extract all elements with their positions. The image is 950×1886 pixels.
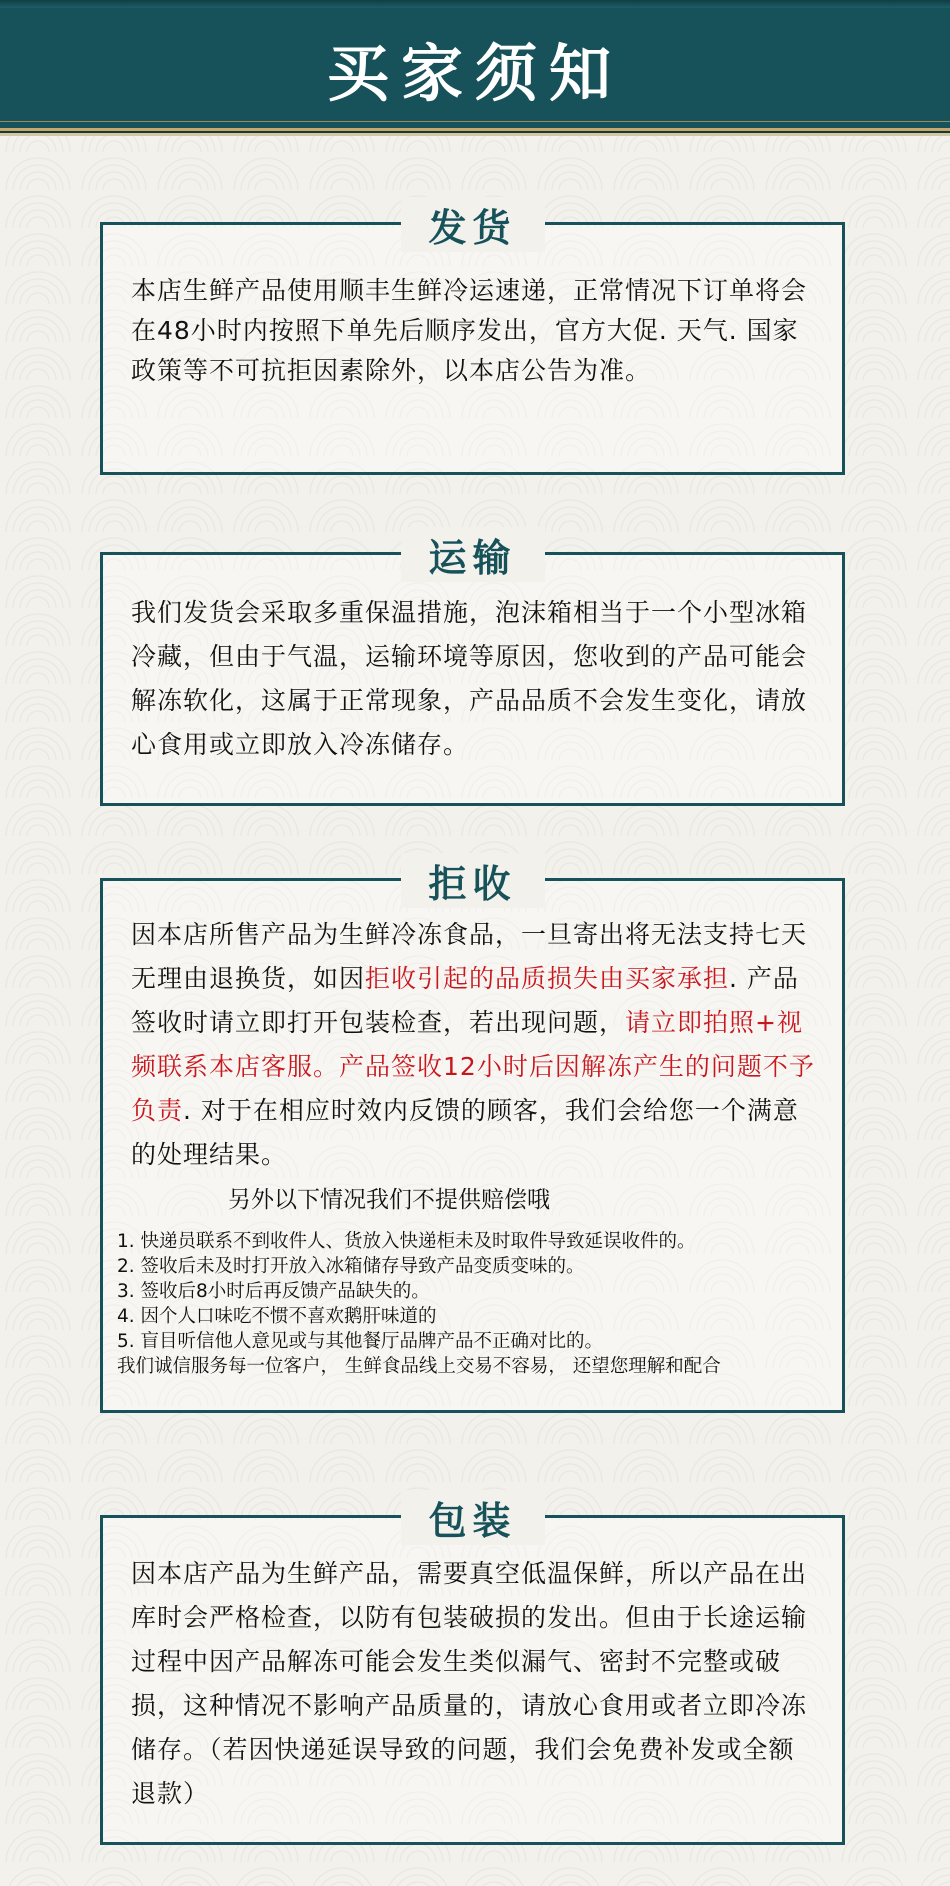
- section-shipping-title: 发货: [400, 197, 544, 252]
- page-title: 买家须知: [326, 37, 623, 110]
- section-shipping-text: 本店生鲜产品使用顺丰生鲜冷运速递，正常情况下订单将会在48小时内按照下单先后顺序发出，官方大促. 天气. 国家政策等不可抗拒因素除外，以本店公告为准。: [131, 276, 808, 385]
- reject-item: 4. 因个人口味吃不惯不喜欢鹅肝味道的: [117, 1306, 437, 1327]
- reject-text-part2: . 产品签收时请立即打开包装检查，若出现问题，: [131, 964, 799, 1037]
- section-transport-title: 运输: [400, 527, 544, 582]
- section-packaging-title: 包装: [400, 1490, 544, 1545]
- reject-subheading: 另外以下情况我们不提供赔偿哦: [228, 1187, 550, 1213]
- section-reject-text: [131, 913, 820, 1177]
- section-reject-title: 拒收: [400, 853, 544, 908]
- section-reject: [100, 861, 845, 1413]
- section-packaging: [100, 1498, 845, 1845]
- section-packaging-text: 因本店产品为生鲜产品，需要真空低温保鲜，所以产品在出库时会严格检查，以防有包装破损的发出。但由于长途运输过程中因产品解冻可能会发生类似漏气、密封不完整或破损，这种情况不影响产品质量的，请放心食用或者立即冷冻储存。（若因快递延误导致的问题，我们会免费补发或全额退款）: [131, 1559, 808, 1808]
- reject-text-part1: 因本店所售产品为生鲜冷冻食品，一旦寄出将无法支持七天无理由退换货，如因: [131, 920, 808, 993]
- reject-text-highlight1: 拒收引起的品质损失由买家承担: [365, 964, 730, 993]
- reject-item: 2. 签收后未及时打开放入冰箱储存导致产品变质变味的。: [117, 1256, 585, 1277]
- reject-item: 1. 快递员联系不到收件人、货放入快递柜未及时取件导致延误收件的。: [117, 1231, 696, 1252]
- reject-item: 3. 签收后8小时后再反馈产品缺失的。: [117, 1281, 430, 1302]
- reject-item: 5. 盲目听信他人意见或与其他餐厅品牌产品不正确对比的。: [117, 1331, 604, 1352]
- page-header: [0, 0, 950, 131]
- section-shipping: [100, 205, 845, 475]
- section-transport-text: 我们发货会采取多重保温措施，泡沫箱相当于一个小型冰箱冷藏，但由于气温，运输环境等原因，您收到的产品可能会解冻软化，这属于正常现象，产品品质不会发生变化，请放心食用或立即放入冷冻储存。: [131, 598, 808, 759]
- reject-closing: 我们诚信服务每一位客户， 生鲜食品线上交易不容易， 还望您理解和配合: [117, 1356, 721, 1377]
- reject-text-highlight2: 请立即拍照+视频联系本店客服。产品签收12小时后因解冻产生的问题不予负责: [131, 1008, 815, 1125]
- section-transport: [100, 535, 845, 806]
- reject-text-part3: . 对于在相应时效内反馈的顾客，我们会给您一个满意的处理结果。: [131, 1096, 799, 1169]
